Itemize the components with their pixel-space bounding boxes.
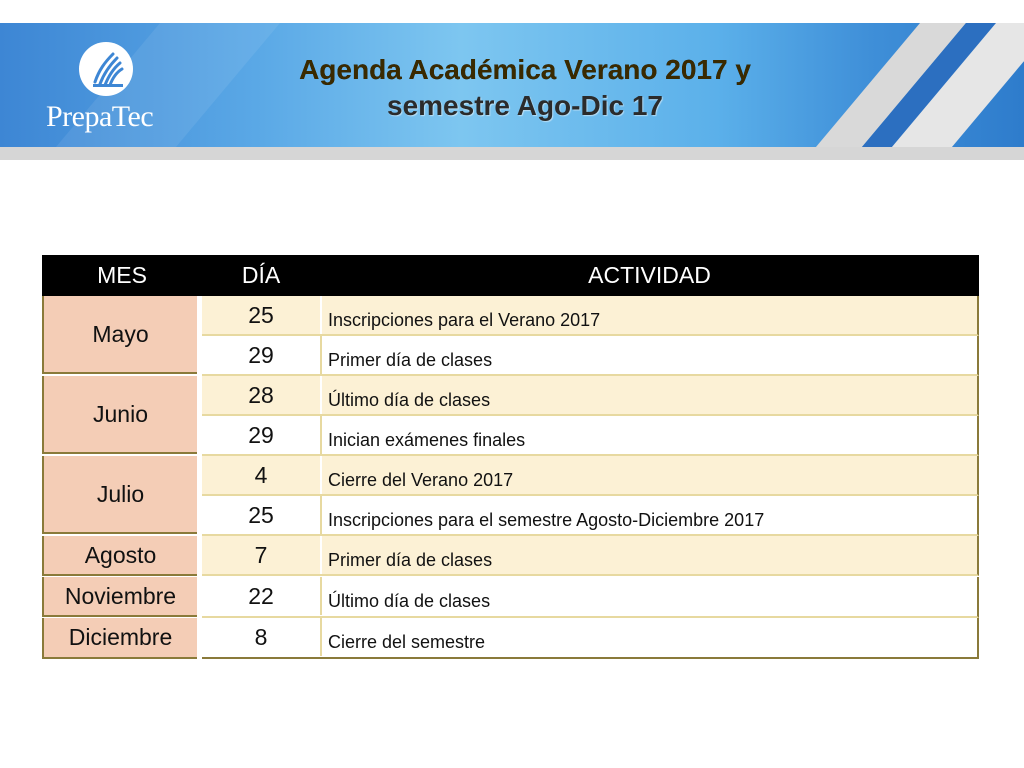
table-row [202,536,979,576]
activity-cell: Cierre del semestre [328,632,486,652]
table-row [202,618,979,659]
column-header-dia: DÍA [241,262,281,288]
month-cell: Agosto [42,536,197,576]
table-row [202,456,979,496]
activity-cell: Primer día de clases [328,350,493,370]
day-cell: 25 [202,496,322,534]
month-cell: Mayo [42,296,197,374]
activity-cell: Inician exámenes finales [328,430,526,450]
table-row [202,416,979,456]
column-header-mes: MES [97,262,147,288]
day-cell: 8 [202,618,322,656]
month-cell: Julio [42,456,197,534]
activity-cell: Cierre del Verano 2017 [328,470,514,490]
day-cell: 29 [202,416,322,454]
day-cell: 22 [202,577,322,615]
table-row [202,577,979,618]
table-row [202,336,979,376]
title-line-1: Agenda Académica Verano 2017 y [299,54,751,85]
table-header [42,255,979,296]
column-header-actividad: ACTIVIDAD [588,262,711,288]
table-row [202,296,979,336]
banner-bottom-band [0,147,1024,160]
prepatec-logo [46,42,166,142]
day-cell: 7 [202,536,322,574]
brand-name: PrepaTec [46,100,154,133]
month-cell: Noviembre [42,577,197,617]
activity-cell: Inscripciones para el semestre Agosto-Diciembre 2017 [328,510,765,530]
activity-cell: Último día de clases [328,390,491,410]
month-cell: Diciembre [42,618,197,659]
activity-cell: Primer día de clases [328,550,493,570]
month-cell: Junio [42,376,197,454]
table-row [202,376,979,416]
title-line-2: semestre Ago-Dic 17 [387,90,663,121]
day-cell: 25 [202,296,322,334]
table-row [202,496,979,536]
activity-cell: Inscripciones para el Verano 2017 [328,310,601,330]
table-bottom-border [202,657,979,659]
flame-emblem-icon [79,42,133,96]
page-title [200,52,850,124]
agenda-table [42,255,979,659]
day-cell: 29 [202,336,322,374]
day-cell: 28 [202,376,322,414]
activity-cell: Último día de clases [328,591,491,611]
day-cell: 4 [202,456,322,494]
